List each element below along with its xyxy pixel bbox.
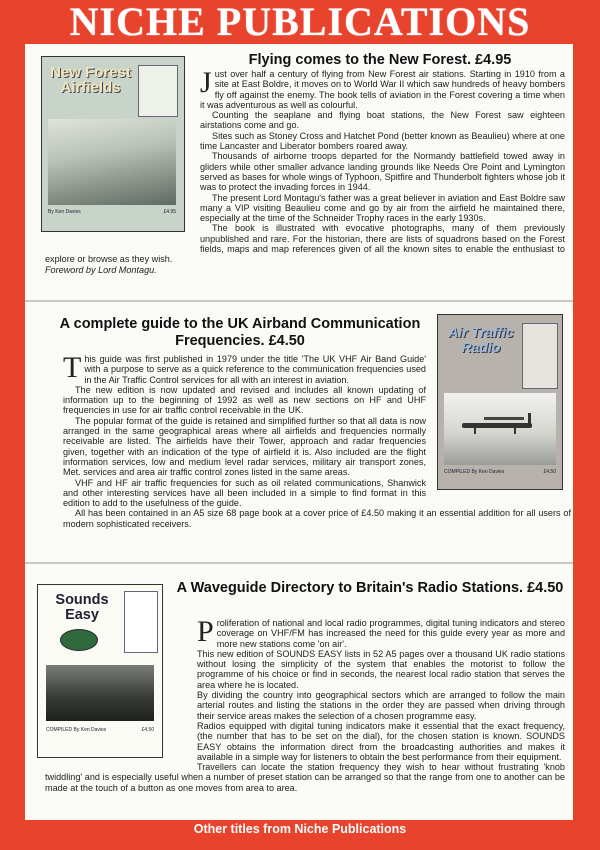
cover-price: £4.50 (141, 727, 154, 733)
book-description (45, 66, 565, 275)
paragraph-6: The book is illustrated with evocative photographs, many of them previously unpublished and rare. For the historian, there are lists of squadrons based on the Forest fields, maps and map references given of all the known sites to enable the enthusiast to explore or browse as they wish. (45, 223, 565, 265)
cover-title: New Forest Airfields (50, 64, 131, 96)
cover-price: £4.50 (543, 469, 556, 475)
book-listing-sounds-easy (25, 564, 573, 820)
paragraph-2: The new edition is now updated and revised and includes all known updating of information up to the beginning of 1992 as well as new sections on HF and UHF frequencies in use for air traffic control receivable in the UK. (63, 384, 426, 416)
paragraph-1: ust over half a century of flying from New Forest air stations. Starting in 1910 from a site at East Boldre, it moves on to World War II which saw hundreds of heavy bombers fly off against the enemy. The book tells of aviation in the Forest covering a time when it was adventurous as well as colourful. (200, 69, 565, 110)
book-description (63, 351, 571, 529)
paragraph-2: Counting the seaplane and flying boat stations, the New Forest saw eighteen airstations come and go. (200, 110, 565, 131)
paragraph-4: Thousands of airborne troops departed for the Normandy battlefield towed away in gliders while other smaller advance landing grounds like Needs Ore Point and Lymington served as bases for whole wings of Typhoon, Spitfire and Thunderbolt fighters whose job it was to protect the invading forces in 1944. (200, 151, 565, 193)
book-description (45, 615, 565, 793)
footer-tagline: Other titles from Niche Publications (193, 822, 407, 836)
paragraph-4: Radios equipped with digital tuning indicators make it essential that the exact frequency, (the number that has to be set on the dial), for the chosen station is known. SOUNDS EASY obtains the information direct from the broadcasting authorities and makes it available in a simple way for listeners to obtain the best performance from their equipment. (197, 720, 565, 762)
foreword: Foreword by Lord Montagu. (45, 264, 157, 275)
paragraph-5: All has been contained in an A5 size 68 page book at a cover price of £4.50 making it an essential addition for all users of modern sophisticated receivers. (63, 508, 571, 529)
book-title: Flying comes to the New Forest. £4.95 (248, 52, 512, 68)
masthead-title: NICHE PUBLICATIONS (69, 0, 531, 44)
cover-compiled: COMPILED By Ken Davies (444, 469, 505, 475)
cover-price: £4.95 (163, 209, 176, 215)
paragraph-4: VHF and HF air traffic frequencies for such as oil related communications, Shanwick and other interesting services have all been included in a simple to find format in this edition to add to the usefulness of the guide. (63, 477, 426, 509)
paragraph-5: Travellers can locate the station frequency they wish to hear without frustrating 'knob twiddling' and is especially useful when a number of preset station can be arranged so that the range from one to another can be made at the touch of a button as one moves from area to area. (45, 762, 565, 793)
masthead (0, 0, 600, 44)
book-title: A complete guide to the UK Airband Communication Frequencies. £4.50 (59, 316, 421, 349)
cover-title: Air Traffic Radio (448, 324, 514, 355)
drop-cap: J (200, 66, 212, 99)
paragraph-3: By dividing the country into geographical sectors which are arranged to follow the main arterial routes and listing the stations in the order they are passed when driving through their service areas makes the selection of a chosen programme easy. (197, 690, 565, 721)
drop-cap: P (197, 615, 214, 648)
book-listing-air-traffic-radio (25, 302, 573, 562)
book-title: A Waveguide Directory to Britain's Radio Stations. £4.50 (176, 580, 564, 596)
book-listing-new-forest-airfields (25, 44, 573, 300)
paragraph-1: roliferation of national and local radio programmes, digital tuning indicators and stereo coverage on VHF/FM has increased the need for this guide every year as more and more new stations come 'on air'. (216, 618, 565, 649)
drop-cap: T (63, 351, 82, 384)
cover-title: Sounds Easy (55, 592, 109, 623)
cover-author: By Ken Davies (48, 209, 81, 215)
cover-compiled: COMPILED By Ken Davies (46, 727, 107, 733)
paragraph-5: The present Lord Montagu's father was a great believer in aviation and East Boldre saw many a VIP visiting Beaulieu come and go by air from the airfield he maintained there, especially at the time of the Schneider Trophy races in the early 1930s. (200, 192, 565, 224)
paragraph-1: his guide was first published in 1979 under the title 'The UK VHF Air Band Guide' with a purpose to serve as a quick reference to the communication frequencies used in the Air Traffic Control services for all with an interest in aviation. (84, 354, 426, 385)
paragraph-3: The popular format of the guide is retained and simplified further so that all data is now arranged in the same geographical areas where all airfields and frequencies normally receivable are listed. The airfields have their Tower, approach and radar frequencies given, together with an indication of the type of airfield it is. Also included are the flight information services, low and medium level radar services, military air transport zones, Met. services and area air traffic control zones listed in the same areas. (63, 415, 426, 478)
paragraph-3: Sites such as Stoney Cross and Hatchet Pond (better known as Beaulieu) where at one time Lancaster and Liberator bombers roared away. (200, 130, 565, 152)
paragraph-2: This new edition of SOUNDS EASY lists in 52 A5 pages over a thousand UK radio stations without losing the simplicity of the system that enables the motorist to follow the programme of his choice or find in seconds, the nearest local radio station that serves the area where he is located. (197, 648, 565, 690)
